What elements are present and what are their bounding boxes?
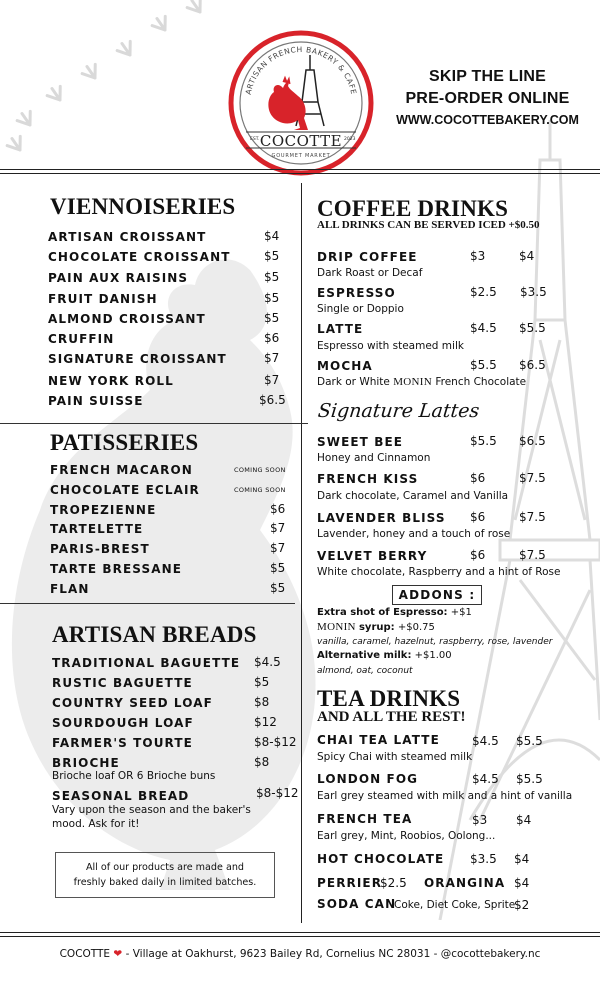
monin-brand: MONIN	[393, 376, 432, 388]
menu-item-desc: Earl grey, Mint, Roobios, Oolong...	[317, 830, 496, 842]
addon-price: +$1.00	[414, 650, 452, 661]
menu-item-name: SWEET BEE	[317, 435, 404, 449]
menu-item-price: $7	[264, 351, 280, 365]
menu-item-price: $7	[270, 541, 286, 555]
menu-item-name: FARMER'S TOURTE	[52, 736, 193, 750]
monin-brand: MONIN	[317, 621, 356, 633]
addon-espresso	[317, 607, 472, 618]
menu-item-price: $5	[270, 581, 286, 595]
preorder-promo	[390, 66, 585, 127]
signature-lattes-title: Signature Lattes	[316, 400, 481, 422]
menu-item-price-large: $4	[516, 813, 532, 827]
menu-item-price-large: $7.5	[519, 510, 546, 524]
addons-title: ADDONS :	[392, 585, 482, 605]
menu-item-price-small: $4.5	[472, 772, 499, 786]
footer-address: - Village at Oakhurst, 9623 Bailey Rd, Cornelius NC 28031 - @cocottebakery.nc	[125, 948, 541, 960]
menu-item-price: $4	[264, 229, 280, 243]
header-divider	[0, 173, 600, 174]
menu-item-name: FRENCH MACARON	[50, 463, 193, 477]
menu-item-price: $8-$12	[254, 735, 297, 749]
bird-tracks-decoration	[0, 0, 230, 170]
addon-label: Alternative milk:	[317, 650, 412, 661]
menu-item-price-large: $4	[514, 852, 530, 866]
menu-item-name: PARIS-BREST	[50, 542, 150, 556]
menu-item-name: LONDON FOG	[317, 772, 419, 786]
menu-item-price: $4	[514, 876, 530, 890]
menu-item-price-large: $5.5	[519, 321, 546, 335]
menu-item-desc	[317, 376, 526, 388]
menu-item-desc: Spicy Chai with steamed milk	[317, 751, 473, 763]
menu-item-name: LAVENDER BLISS	[317, 511, 446, 525]
menu-item-price-small: $4.5	[472, 734, 499, 748]
menu-item-price: $7	[270, 521, 286, 535]
addon-syrup	[317, 621, 435, 633]
menu-item-name: SODA CAN	[317, 897, 397, 911]
cocotte-logo	[228, 30, 374, 176]
addon-flavors: vanilla, caramel, hazelnut, raspberry, rose, lavender	[317, 637, 553, 647]
menu-item-desc: Coke, Diet Coke, Sprite	[394, 899, 516, 911]
menu-item-name: FRUIT DANISH	[48, 292, 158, 306]
menu-item-name: ESPRESSO	[317, 286, 396, 300]
menu-item-name: FRENCH TEA	[317, 812, 413, 826]
menu-item-desc: Earl grey steamed with milk and a hint of vanilla	[317, 790, 573, 802]
addon-milk-types	[317, 665, 413, 676]
menu-item-name: DRIP COFFEE	[317, 250, 418, 264]
menu-item-name: MOCHA	[317, 359, 373, 373]
logo-tagline: GOURMET MARKET	[271, 153, 331, 159]
menu-item-price: $4.5	[254, 655, 281, 669]
addon-milks: almond, oat, coconut	[317, 666, 413, 676]
menu-item-price: $8	[254, 695, 270, 709]
footer-brand: COCOTTE	[59, 948, 111, 960]
freshness-note	[55, 852, 275, 898]
addon-price: +$1	[450, 607, 472, 618]
logo-est: EST.	[250, 137, 260, 142]
menu-item-name: ALMOND CROISSANT	[48, 312, 206, 326]
menu-item-price-large: $6.5	[519, 434, 546, 448]
menu-item-price: $8	[254, 755, 270, 769]
menu-item-name: RUSTIC BAGUETTE	[52, 676, 193, 690]
promo-line2: PRE-ORDER ONLINE	[405, 90, 570, 107]
menu-item-name: ORANGINA	[424, 876, 506, 890]
menu-item-name: LATTE	[317, 322, 364, 336]
menu-item-price-small: $6	[470, 510, 486, 524]
rooster-icon: ❤	[113, 948, 123, 960]
menu-item-price-large: $3.5	[520, 285, 547, 299]
menu-item-price-large: $5.5	[516, 772, 543, 786]
coffee-subtitle: ALL DRINKS CAN BE SERVED ICED +$0.50	[317, 219, 540, 231]
promo-line1: SKIP THE LINE	[429, 68, 546, 85]
menu-item-name: TROPEZIENNE	[50, 503, 157, 517]
menu-item-price: $5	[270, 561, 286, 575]
menu-item-desc: Dark Roast or Decaf	[317, 267, 423, 279]
menu-item-price-small: $6	[470, 471, 486, 485]
addon-price: +$0.75	[397, 622, 435, 633]
menu-item-name: NEW YORK ROLL	[48, 374, 174, 388]
footer-divider	[0, 936, 600, 937]
patisseries-title: PATISSERIES	[50, 430, 199, 455]
logo-year: 2023	[344, 137, 356, 142]
addon-milk	[317, 650, 452, 661]
menu-item-name: SOURDOUGH LOAF	[52, 716, 194, 730]
section-divider	[0, 423, 308, 424]
menu-item-name: FLAN	[50, 582, 90, 596]
menu-item-price: $7	[264, 373, 280, 387]
menu-item-name: TARTELETTE	[50, 522, 144, 536]
menu-item-price: $6	[264, 331, 280, 345]
desc-part: Dark or White	[317, 376, 390, 388]
menu-item-name: VELVET BERRY	[317, 549, 428, 563]
addon-label: Extra shot of Espresso:	[317, 607, 448, 618]
menu-item-price: $5	[264, 291, 280, 305]
menu-item-name: PERRIER	[317, 876, 383, 890]
menu-item-desc: Lavender, honey and a touch of rose	[317, 528, 511, 540]
menu-item-price-small: $5.5	[470, 358, 497, 372]
menu-item-name: SEASONAL BREAD	[52, 789, 190, 803]
menu-item-price: $12	[254, 715, 277, 729]
menu-item-name: PAIN SUISSE	[48, 394, 144, 408]
menu-item-price-large: $5.5	[516, 734, 543, 748]
tea-subtitle: AND ALL THE REST!	[317, 709, 466, 725]
menu-item-desc: Espresso with steamed milk	[317, 340, 464, 352]
menu-item-name: SIGNATURE CROISSANT	[48, 352, 227, 366]
menu-item-price-small: $4.5	[470, 321, 497, 335]
tea-title: TEA DRINKS	[317, 686, 461, 711]
footer	[0, 948, 600, 960]
footer-divider	[0, 932, 600, 933]
menu-item-name: FRENCH KISS	[317, 472, 419, 486]
menu-item-name: CHOCOLATE CROISSANT	[48, 250, 231, 264]
coffee-title: COFFEE DRINKS	[317, 196, 509, 221]
menu-item-name: CRUFFIN	[48, 332, 115, 346]
menu-item-price: $8-$12	[256, 786, 299, 800]
menu-item-price-small: $6	[470, 548, 486, 562]
menu-item-price-small: $3	[472, 813, 488, 827]
note-line: freshly baked daily in limited batches.	[73, 877, 257, 888]
menu-item-name: CHAI TEA LATTE	[317, 733, 440, 747]
menu-item-price: $6	[270, 502, 286, 516]
menu-item-desc: Dark chocolate, Caramel and Vanilla	[317, 490, 509, 502]
addon-syrup-flavors	[317, 636, 552, 647]
viennoiseries-title: VIENNOISERIES	[50, 194, 236, 219]
menu-item-name: COUNTRY SEED LOAF	[52, 696, 213, 710]
breads-title: ARTISAN BREADS	[52, 622, 257, 647]
menu-item-price: $5	[264, 270, 280, 284]
header-divider	[0, 169, 600, 170]
menu-item-desc: Brioche loaf OR 6 Brioche buns	[52, 770, 216, 782]
menu-item-price-large: $7.5	[519, 548, 546, 562]
note-line: All of our products are made and	[85, 862, 244, 873]
menu-item-price: $5	[264, 249, 280, 263]
menu-item-name: CHOCOLATE ECLAIR	[50, 483, 200, 497]
menu-item-name: PAIN AUX RAISINS	[48, 271, 189, 285]
menu-item-price: $5	[254, 675, 270, 689]
promo-website-link[interactable]: WWW.COCOTTEBAKERY.COM	[396, 113, 579, 127]
menu-item-name: ARTISAN CROISSANT	[48, 230, 207, 244]
menu-item-price: $2	[514, 898, 530, 912]
section-divider	[0, 603, 295, 604]
menu-item-desc: White chocolate, Raspberry and a hint of Rose	[317, 566, 561, 578]
menu-item-price-large: $4	[519, 249, 535, 263]
addon-label: syrup:	[358, 622, 395, 633]
desc-part: French Chocolate	[435, 376, 527, 388]
coming-soon-label: COMING SOON	[234, 486, 286, 494]
logo-arc-text: ARTISAN FRENCH BAKERY & CAFE	[243, 44, 359, 96]
menu-item-price: $2.5	[380, 876, 407, 890]
menu-item-price-small: $3	[470, 249, 486, 263]
menu-item-desc: Single or Doppio	[317, 303, 404, 315]
menu-item-name: BRIOCHE	[52, 756, 120, 770]
menu-item-price: $6.5	[259, 393, 286, 407]
column-divider	[301, 183, 302, 923]
menu-item-name: HOT CHOCOLATE	[317, 852, 445, 866]
menu-item-price: $5	[264, 311, 280, 325]
menu-item-desc: Vary upon the season and the baker's mood. Ask for it!	[52, 804, 251, 830]
menu-item-price-small: $3.5	[470, 852, 497, 866]
menu-item-name: TRADITIONAL BAGUETTE	[52, 656, 241, 670]
menu-item-price-large: $6.5	[519, 358, 546, 372]
menu-item-price-small: $2.5	[470, 285, 497, 299]
menu-item-name: TARTE BRESSANE	[50, 562, 183, 576]
logo-name: COCOTTE	[259, 132, 343, 150]
menu-item-desc: Honey and Cinnamon	[317, 452, 431, 464]
menu-item-price-small: $5.5	[470, 434, 497, 448]
menu-item-price-large: $7.5	[519, 471, 546, 485]
coming-soon-label: COMING SOON	[234, 466, 286, 474]
